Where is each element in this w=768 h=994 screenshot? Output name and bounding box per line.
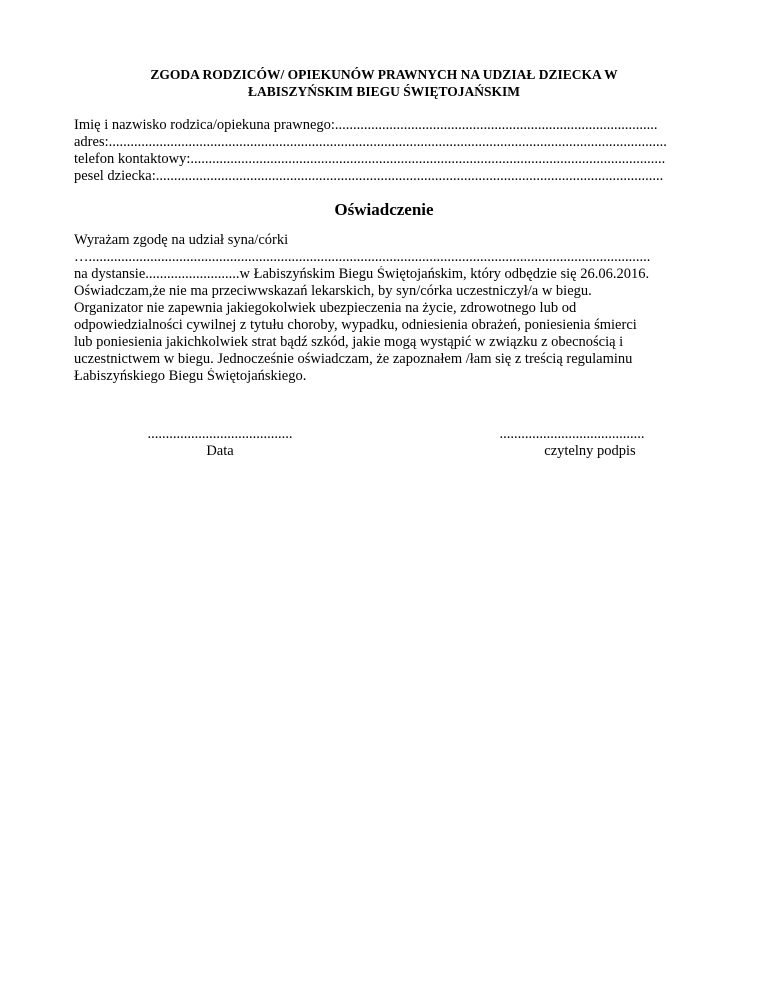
statement-body <box>74 232 714 385</box>
date-label: Data <box>206 443 234 459</box>
statement-line: Organizator nie zapewnia jakiegokolwiek ubezpieczenia na życie, zdrowotnego lub od <box>74 300 577 316</box>
statement-line: Wyrażam zgodę na udział syna/córki <box>74 232 289 248</box>
field-child-pesel: pesel dziecka:............................................................................................................................................ <box>74 168 664 184</box>
field-address: adres:.......................................................................................................................................................... <box>74 134 667 150</box>
statement-heading: Oświadczenie <box>334 200 434 219</box>
statement-line: …........................................................................................................................................................... <box>74 249 651 265</box>
title-line-2: ŁABISZYŃSKIM BIEGU ŚWIĘTOJAŃSKIM <box>247 84 521 99</box>
statement-line: Oświadczam,że nie ma przeciwwskazań lekarskich, by syn/córka uczestniczył/a w biegu. <box>74 283 592 299</box>
signature-label: czytelny podpis <box>544 443 636 459</box>
statement-line: uczestnictwem w biegu. Jednocześnie oświadczam, że zapoznałem /łam się z treścią regulaminu <box>74 351 633 367</box>
title-line-1: ZGODA RODZICÓW/ OPIEKUNÓW PRAWNYCH NA UDZIAŁ DZIECKA W <box>150 67 618 82</box>
field-parent-name: Imię i nazwisko rodzica/opiekuna prawnego:......................................................................................... <box>74 117 658 133</box>
form-fields <box>74 117 714 185</box>
form-title <box>0 66 768 100</box>
statement-line: na dystansie..........................w Łabiszyńskim Biegu Świętojańskim, który odbędzie się 26.06.2016. <box>74 266 650 282</box>
field-phone: telefon kontaktowy:................................................................................................................................... <box>74 151 666 167</box>
statement-line: Łabiszyńskiego Biegu Świętojańskiego. <box>74 368 307 384</box>
signature-line: ........................................ <box>499 426 645 442</box>
date-line: ........................................ <box>147 426 293 442</box>
statement-line: lub poniesienia jakichkolwiek strat bądź szkód, jakie mogą wystąpić w związku z obecnością i <box>74 334 624 350</box>
statement-line: odpowiedzialności cywilnej z tytułu choroby, wypadku, odniesienia obrażeń, poniesienia śmierci <box>74 317 637 333</box>
